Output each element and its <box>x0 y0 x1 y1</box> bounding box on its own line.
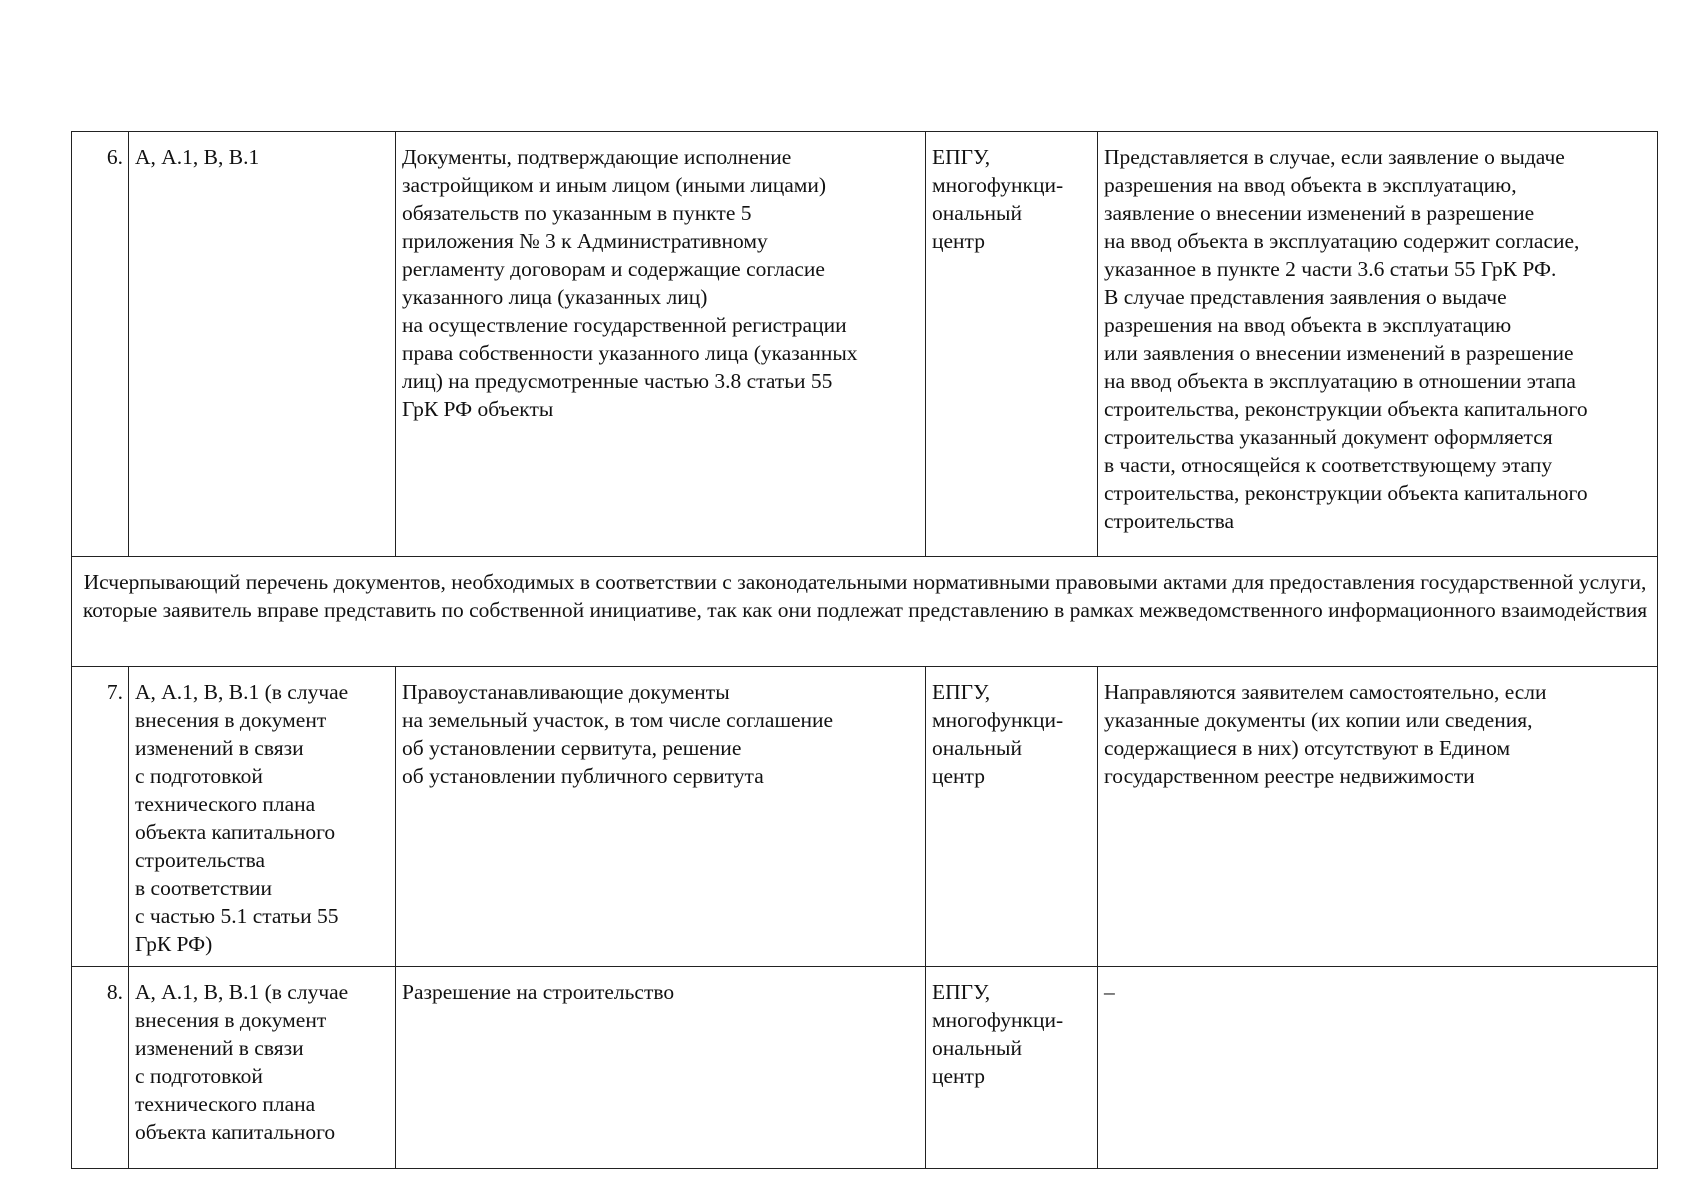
document-name: Разрешение на строительство <box>396 967 926 1169</box>
applicant-categories: А, А.1, В, В.1 (в случае внесения в документ изменений в связи с подготовкой технического плана объекта капитального <box>129 967 396 1169</box>
section-heading: Исчерпывающий перечень документов, необходимых в соответствии с законодательными нормативными правовыми актами для предоставления государственной услуги, которые заявитель вправе представить по собственной инициативе, так как они подлежат представлению в рамках межведомственного информационного взаимодействия <box>72 557 1658 667</box>
table-row <box>72 667 1658 967</box>
document-name: Правоустанавливающие документы на земельный участок, в том числе соглашение об установлении сервитута, решение об установлении публичного сервитута <box>396 667 926 967</box>
row-number: 7. <box>72 667 129 967</box>
submission-channel: ЕПГУ, многофункци- ональный центр <box>926 967 1098 1169</box>
submission-channel: ЕПГУ, многофункци- ональный центр <box>926 667 1098 967</box>
documents-table <box>71 131 1658 1169</box>
row-number: 6. <box>72 132 129 557</box>
document-name: Документы, подтверждающие исполнение застройщиком и иным лицом (иными лицами) обязательств по указанным в пункте 5 приложения № 3 к Административному регламенту договорам и содержащие согласие указанного лица (указанных лиц) на осуществление государственной регистрации права собственности указанного лица (указанных лиц) на предусмотренные частью 3.8 статьи 55 ГрК РФ объекты <box>396 132 926 557</box>
table-row <box>72 967 1658 1169</box>
applicant-categories: А, А.1, В, В.1 (в случае внесения в документ изменений в связи с подготовкой технического плана объекта капитального строительства в соответствии с частью 5.1 статьи 55 ГрК РФ) <box>129 667 396 967</box>
section-heading-row <box>72 557 1658 667</box>
document-note: – <box>1098 967 1658 1169</box>
submission-channel: ЕПГУ, многофункци- ональный центр <box>926 132 1098 557</box>
document-note: Представляется в случае, если заявление о выдаче разрешения на ввод объекта в эксплуатацию, заявление о внесении изменений в разрешение на ввод объекта в эксплуатацию содержит согласие, указанное в пункте 2 части 3.6 статьи 55 ГрК РФ. В случае представления заявления о выдаче разрешения на ввод объекта в эксплуатацию или заявления о внесении изменений в разрешение на ввод объекта в эксплуатацию в отношении этапа строительства, реконструкции объекта капитального строительства указанный документ оформляется в части, относящейся к соответствующему этапу строительства, реконструкции объекта капитального строительства <box>1098 132 1658 557</box>
table-row <box>72 132 1658 557</box>
applicant-categories: А, А.1, В, В.1 <box>129 132 396 557</box>
document-note: Направляются заявителем самостоятельно, если указанные документы (их копии или сведения, содержащиеся в них) отсутствуют в Едином государственном реестре недвижимости <box>1098 667 1658 967</box>
row-number: 8. <box>72 967 129 1169</box>
